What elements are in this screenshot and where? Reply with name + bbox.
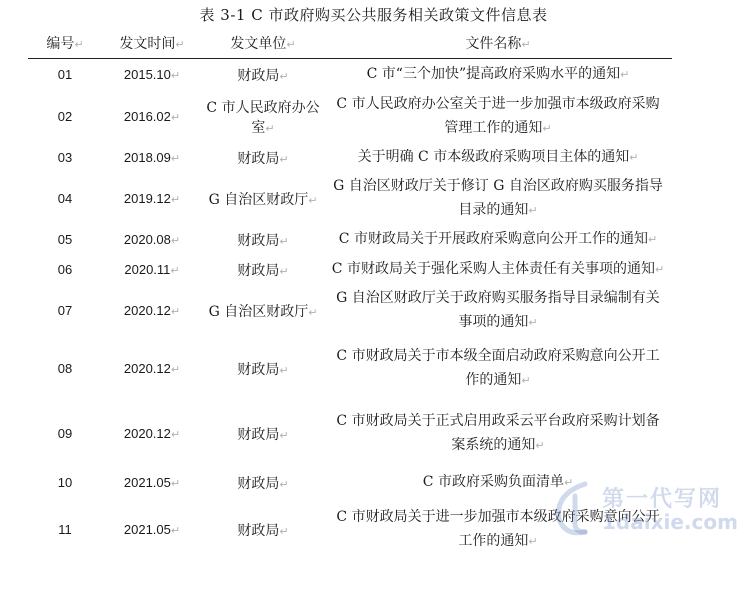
cell-title bbox=[324, 91, 672, 143]
table-row bbox=[28, 499, 672, 561]
cell-date: 2020.11↵ bbox=[124, 262, 180, 277]
table-row bbox=[28, 225, 672, 255]
cell-date: 2021.05↵ bbox=[123, 522, 181, 537]
cell-unit: 财政局↵ bbox=[237, 232, 289, 249]
cell-unit: G 自治区财政厅↵ bbox=[208, 191, 318, 208]
cell-unit: 财政局↵ bbox=[237, 361, 289, 378]
cell-title bbox=[324, 255, 672, 285]
cell-no: 08 bbox=[57, 361, 73, 376]
table-row bbox=[28, 59, 672, 91]
title-line: C 市“三个加快”提高政府采购水平的通知↵ bbox=[366, 66, 630, 83]
cell-title bbox=[324, 337, 672, 401]
table-row bbox=[28, 467, 672, 499]
cell-unit: 财政局↵ bbox=[237, 150, 289, 167]
cell-date: 2016.02↵ bbox=[123, 109, 181, 124]
cell-unit: G 自治区财政厅↵ bbox=[208, 303, 318, 320]
cell-unit: 财政局↵ bbox=[237, 262, 289, 279]
cell-no: 07 bbox=[57, 303, 73, 318]
title-line: C 市财政局关于市本级全面启动政府采购意向公开工 bbox=[336, 348, 660, 364]
cell-no: 03 bbox=[57, 150, 73, 165]
cell-date: 2020.12↵ bbox=[123, 361, 181, 376]
title-line: 事项的通知↵ bbox=[458, 314, 538, 330]
cell-no: 05 bbox=[57, 232, 73, 247]
table-row bbox=[28, 143, 672, 173]
title-line: C 市人民政府办公室关于进一步加强市本级政府采购 bbox=[336, 96, 660, 112]
cell-unit: 财政局↵ bbox=[237, 67, 289, 84]
title-line: 关于明确 C 市本级政府采购项目主体的通知↵ bbox=[357, 149, 639, 165]
cell-date: 2019.12↵ bbox=[123, 191, 181, 206]
table-row bbox=[28, 91, 672, 143]
cell-no: 02 bbox=[57, 109, 73, 124]
cell-unit: C 市人民政府办公室↵ bbox=[206, 99, 320, 136]
cell-unit: 财政局↵ bbox=[237, 522, 289, 539]
table-caption: 表 3-1 C 市政府购买公共服务相关政策文件信息表 bbox=[199, 6, 548, 24]
cell-unit: 财政局↵ bbox=[237, 426, 289, 443]
cell-title bbox=[324, 143, 672, 173]
title-line: 案系统的通知↵ bbox=[451, 437, 545, 453]
cell-no: 06 bbox=[57, 262, 73, 277]
title-line: C 市财政局关于进一步加强市本级政府采购意向公开 bbox=[336, 509, 660, 525]
cell-title bbox=[324, 401, 672, 467]
policy-table bbox=[28, 28, 672, 561]
table-row bbox=[28, 285, 672, 337]
cell-date: 2020.12↵ bbox=[123, 426, 181, 441]
cell-date: 2018.09↵ bbox=[123, 150, 181, 165]
title-line: C 市财政局关于正式启用政采云平台政府采购计划备 bbox=[336, 413, 660, 429]
cell-date: 2020.08↵ bbox=[123, 232, 181, 247]
title-line: C 市财政局关于强化采购人主体责任有关事项的通知↵ bbox=[331, 261, 665, 277]
cell-title bbox=[324, 173, 672, 225]
title-line: G 自治区财政厅关于修订 G 自治区政府购买服务指导 bbox=[333, 178, 663, 194]
cell-date: 2020.12↵ bbox=[123, 303, 181, 318]
cell-date: 2015.10↵ bbox=[123, 67, 181, 83]
header-no: 编号↵ bbox=[28, 28, 102, 59]
title-line: 目录的通知↵ bbox=[458, 202, 538, 218]
table-row bbox=[28, 173, 672, 225]
header-row bbox=[28, 28, 672, 59]
cell-title bbox=[324, 225, 672, 255]
title-line: 作的通知↵ bbox=[465, 372, 531, 388]
cell-title bbox=[324, 59, 672, 91]
cell-no: 09 bbox=[57, 426, 73, 441]
title-line: C 市财政局关于开展政府采购意向公开工作的通知↵ bbox=[338, 231, 658, 247]
cell-no: 01 bbox=[57, 67, 73, 83]
cell-no: 10 bbox=[57, 475, 73, 490]
cell-no: 04 bbox=[57, 191, 73, 206]
cell-date: 2021.05↵ bbox=[123, 475, 181, 490]
table-row bbox=[28, 401, 672, 467]
watermark-url: 1daixie.com bbox=[602, 510, 738, 534]
header-title: 文件名称↵ bbox=[324, 28, 672, 59]
cell-unit: 财政局↵ bbox=[237, 475, 289, 492]
title-line: C 市政府采购负面清单↵ bbox=[422, 474, 574, 490]
header-unit: 发文单位↵ bbox=[202, 28, 324, 59]
title-line: G 自治区财政厅关于政府购买服务指导目录编制有关 bbox=[336, 290, 660, 306]
title-line: 管理工作的通知↵ bbox=[444, 120, 552, 136]
title-line: 工作的通知↵ bbox=[458, 533, 538, 549]
cell-title bbox=[324, 285, 672, 337]
header-date: 发文时间↵ bbox=[102, 28, 202, 59]
cell-no: 11 bbox=[58, 522, 72, 537]
watermark-brand: 第一代写网 bbox=[602, 487, 723, 512]
table-row bbox=[28, 337, 672, 401]
table-row bbox=[28, 255, 672, 285]
